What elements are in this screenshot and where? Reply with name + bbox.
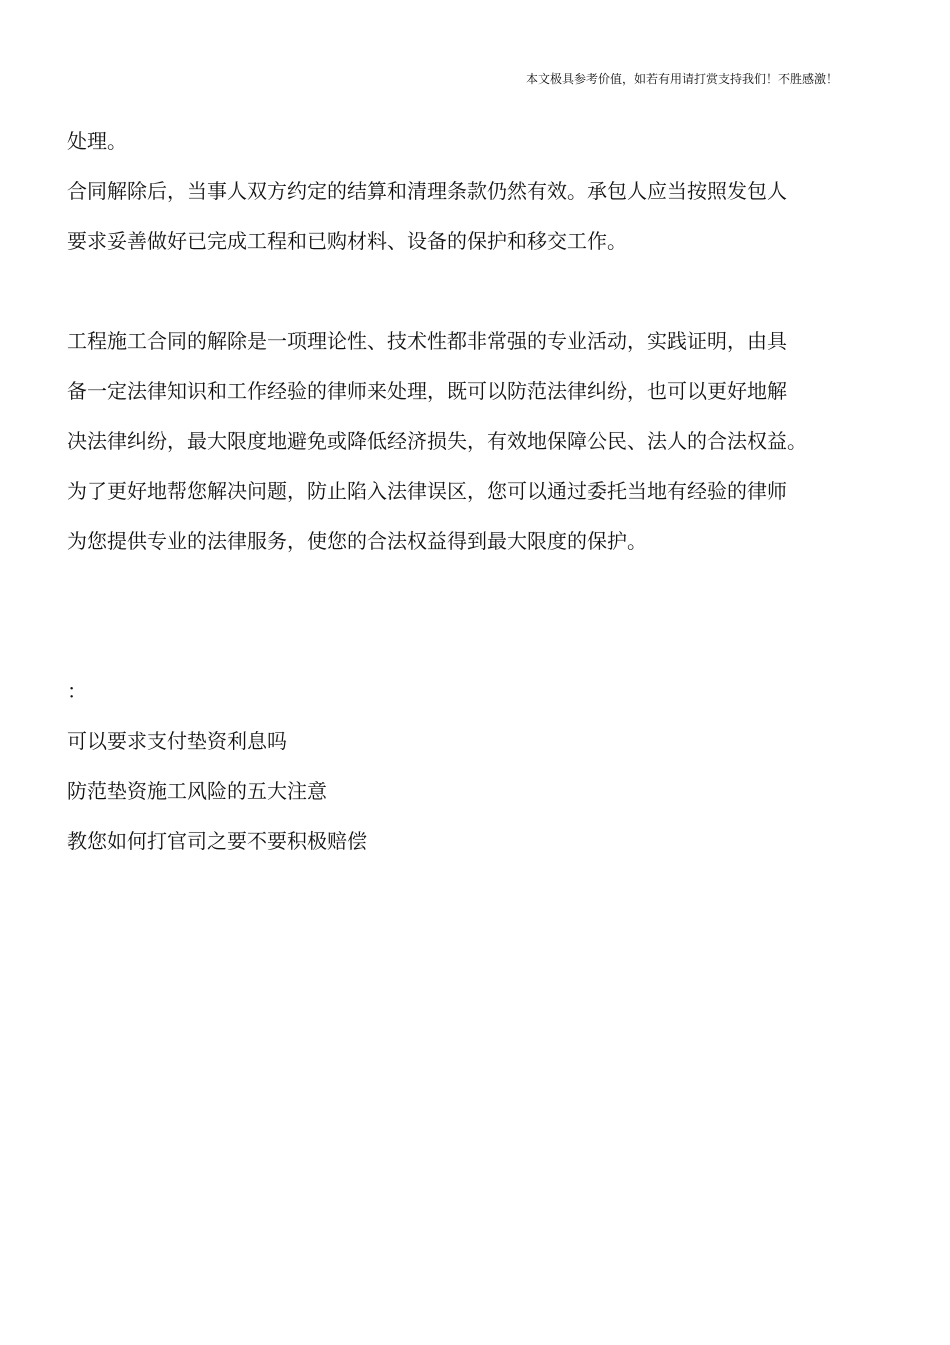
related-link[interactable]: 教您如何打官司之要不要积极赔偿 bbox=[67, 829, 367, 853]
body-line: 备一定法律知识和工作经验的律师来处理，既可以防范法律纠纷，也可以更好地解 bbox=[67, 379, 787, 403]
body-line: 为了更好地帮您解决问题，防止陷入法律误区，您可以通过委托当地有经验的律师 bbox=[67, 479, 787, 503]
body-line: 决法律纠纷，最大限度地避免或降低经济损失，有效地保障公民、法人的合法权益。 bbox=[67, 429, 807, 453]
related-link[interactable]: 可以要求支付垫资利息吗 bbox=[67, 729, 287, 753]
body-line: 合同解除后，当事人双方约定的结算和清理条款仍然有效。承包人应当按照发包人 bbox=[67, 179, 787, 203]
related-colon: ： bbox=[67, 679, 87, 703]
related-link[interactable]: 防范垫资施工风险的五大注意 bbox=[67, 779, 327, 803]
header-note: 本文极具参考价值，如若有用请打赏支持我们！不胜感激！ bbox=[525, 72, 838, 86]
body-line: 处理。 bbox=[67, 129, 127, 153]
body-line: 工程施工合同的解除是一项理论性、技术性都非常强的专业活动，实践证明，由具 bbox=[67, 329, 787, 353]
body-line: 要求妥善做好已完成工程和已购材料、设备的保护和移交工作。 bbox=[67, 229, 627, 253]
body-line: 为您提供专业的法律服务，使您的合法权益得到最大限度的保护。 bbox=[67, 529, 647, 553]
